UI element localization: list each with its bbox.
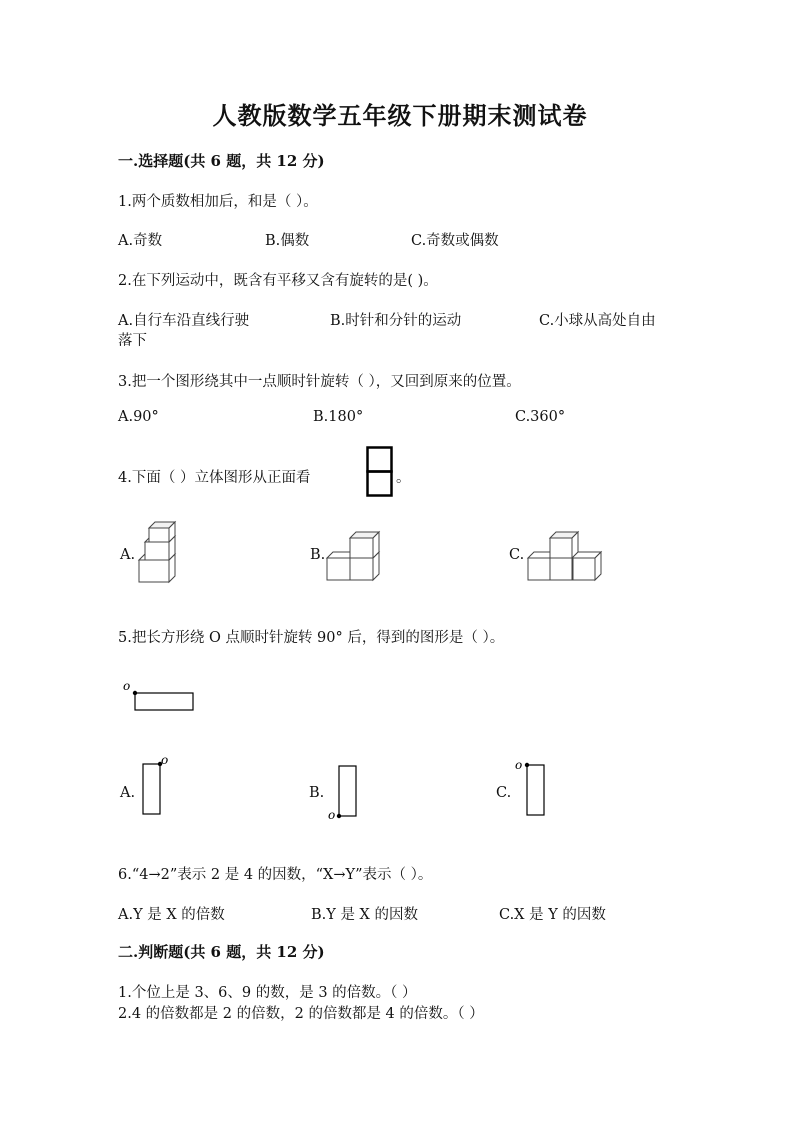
q5-option-c: C. xyxy=(496,785,512,801)
q6-option-a: A.Y 是 X 的倍数 xyxy=(118,907,225,923)
q6-option-b: B.Y 是 X 的因数 xyxy=(311,907,418,923)
q5-original-rectangle xyxy=(118,676,198,714)
q2-option-a: A.自行车沿直线行驶 xyxy=(118,313,250,329)
judgment-question-2: 2.4 的倍数都是 2 的倍数，2 的倍数都是 4 的倍数。（ ） xyxy=(118,1006,484,1022)
q4-option-c: C. xyxy=(509,547,525,563)
q6-option-c: C.X 是 Y 的因数 xyxy=(499,907,606,923)
question-3-stem: 3.把一个图形绕其中一点顺时针旋转（ ），又回到原来的位置。 xyxy=(118,374,521,390)
page-title: 人教版数学五年级下册期末测试卷 xyxy=(212,101,588,130)
q2-option-c-continued: 落下 xyxy=(118,333,147,349)
q2-option-c: C.小球从高处自由 xyxy=(539,313,656,329)
point-o-label: o xyxy=(161,755,169,767)
q1-option-b: B.偶数 xyxy=(265,233,310,249)
q5-option-b-rectangle xyxy=(324,762,360,822)
q4-option-a-cubes xyxy=(135,520,181,584)
q3-option-a: A.90° xyxy=(118,409,159,425)
question-5-stem: 5.把长方形绕 O 点顺时针旋转 90° 后，得到的图形是（ ）。 xyxy=(118,630,505,646)
question-4-stem: 4.下面（ ）立体图形从正面看 xyxy=(118,470,311,486)
point-o-label: o xyxy=(123,679,131,693)
question-1-stem: 1.两个质数相加后，和是（ ）。 xyxy=(118,194,318,210)
question-2-stem: 2.在下列运动中，既含有平移又含有旋转的是( )。 xyxy=(118,273,438,289)
point-o-label: o xyxy=(328,808,336,822)
question-6-stem: 6.“4→2”表示 2 是 4 的因数，“X→Y”表示（ ）。 xyxy=(118,867,433,883)
q5-option-a: A. xyxy=(120,785,136,801)
q1-option-a: A.奇数 xyxy=(118,233,163,249)
q4-option-c-cubes xyxy=(526,526,604,582)
q4-option-a: A. xyxy=(120,547,136,563)
q1-option-c: C.奇数或偶数 xyxy=(411,233,499,249)
judgment-question-1: 1.个位上是 3、6、9 的数，是 3 的倍数。（ ） xyxy=(118,985,417,1001)
q4-option-b: B. xyxy=(310,547,326,563)
q5-option-b: B. xyxy=(309,785,325,801)
q3-option-b: B.180° xyxy=(313,409,364,425)
q3-option-c: C.360° xyxy=(515,409,566,425)
section-2-heading: 二.判断题(共 6 题，共 12 分) xyxy=(118,943,325,961)
section-1-heading: 一.选择题(共 6 题，共 12 分) xyxy=(118,152,325,170)
q2-option-b: B.时针和分针的运动 xyxy=(330,313,462,329)
q5-option-c-rectangle xyxy=(512,755,548,817)
question-4-stem-end: 。 xyxy=(396,470,411,486)
front-view-figure xyxy=(366,446,394,498)
q5-option-a-rectangle xyxy=(138,755,174,817)
q4-option-b-cubes xyxy=(325,526,383,582)
point-o-label: o xyxy=(515,758,523,772)
